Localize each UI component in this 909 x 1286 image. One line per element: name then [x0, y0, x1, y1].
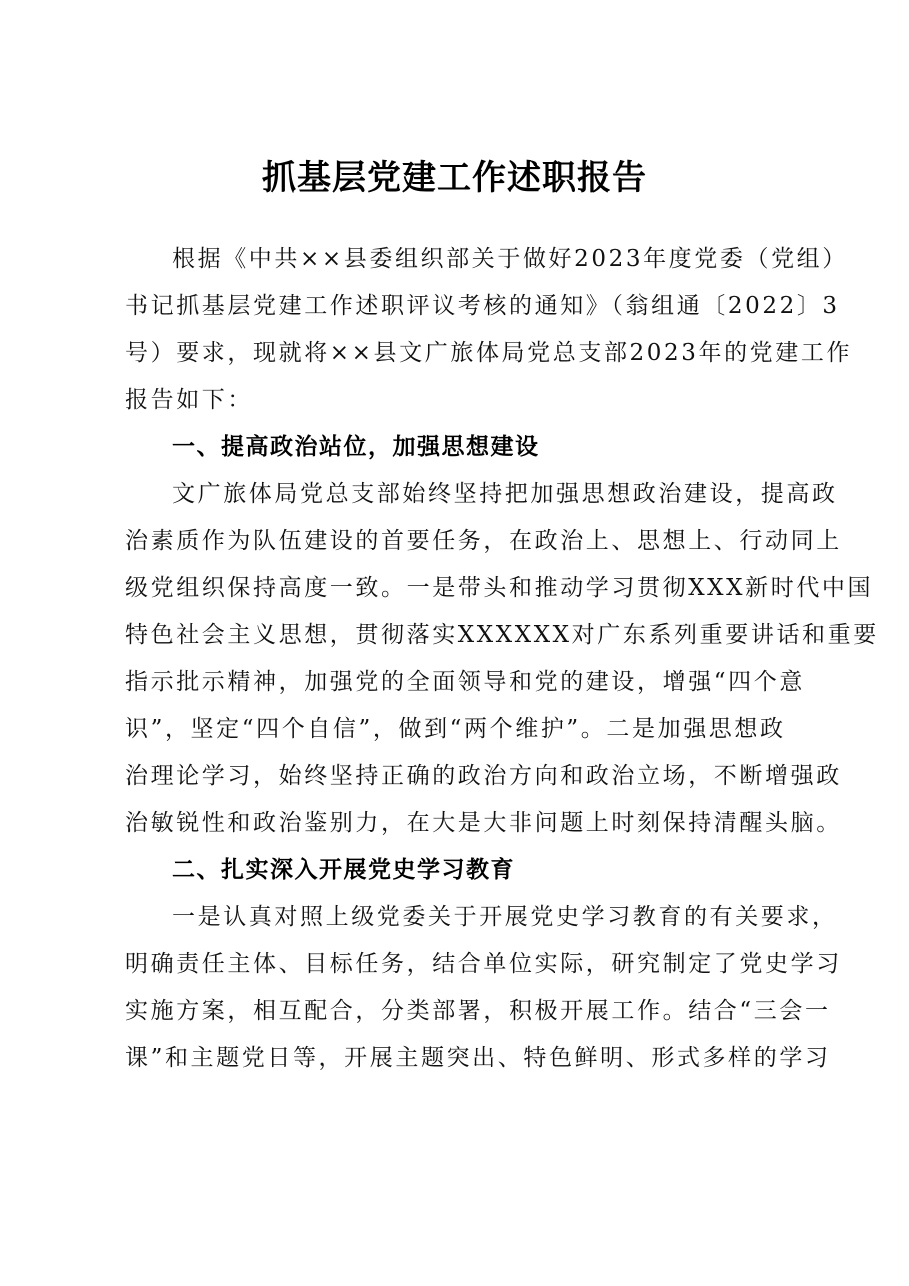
section-1-line-2: 治素质作为队伍建设的首要任务，在政治上、思想上、行动同上: [125, 528, 842, 554]
section-1-line-3: 级党组织保持高度一致。一是带头和推动学习贯彻XXX新时代中国: [125, 575, 874, 601]
section-1-line-6: 识”，坚定“四个自信”，做到“两个维护”。二是加强思想政: [125, 716, 786, 742]
section-2-line-4: 课”和主题党日等，开展主题突出、特色鲜明、形式多样的学习: [125, 1045, 831, 1071]
section-1-line-4: 特色社会主义思想，贯彻落实XXXXXX对广东系列重要讲话和重要: [125, 622, 879, 648]
intro-line-1: 根据《中共××县委组织部关于做好2023年度党委（党组）: [172, 246, 848, 272]
section-2-heading: 二、扎实深入开展党史学习教育: [172, 857, 515, 883]
section-2-line-3: 实施方案，相互配合，分类部署，积极开展工作。结合“三会一: [125, 998, 831, 1024]
document-title: 抓基层党建工作述职报告: [262, 158, 647, 198]
section-2-line-1: 一是认真对照上级党委关于开展党史学习教育的有关要求，: [172, 904, 838, 930]
section-1-line-7: 治理论学习，始终坚持正确的政治方向和政治立场，不断增强政: [125, 763, 842, 789]
intro-line-2: 书记抓基层党建工作述职评议考核的通知》（翁组通〔2022〕3: [125, 293, 840, 319]
section-1-line-8: 治敏锐性和政治鉴别力，在大是大非问题上时刻保持清醒头脑。: [125, 810, 842, 836]
intro-line-4: 报告如下：: [125, 387, 253, 413]
section-1-line-5: 指示批示精神，加强党的全面领导和党的建设，增强“四个意: [125, 669, 805, 695]
intro-line-3: 号）要求，现就将××县文广旅体局党总支部2023年的党建工作: [125, 340, 853, 366]
section-1-line-1: 文广旅体局党总支部始终坚持把加强思想政治建设，提高政: [172, 481, 838, 507]
section-1-heading: 一、提高政治站位，加强思想建设: [172, 434, 540, 460]
section-2-line-2: 明确责任主体、目标任务，结合单位实际，研究制定了党史学习: [125, 951, 842, 977]
